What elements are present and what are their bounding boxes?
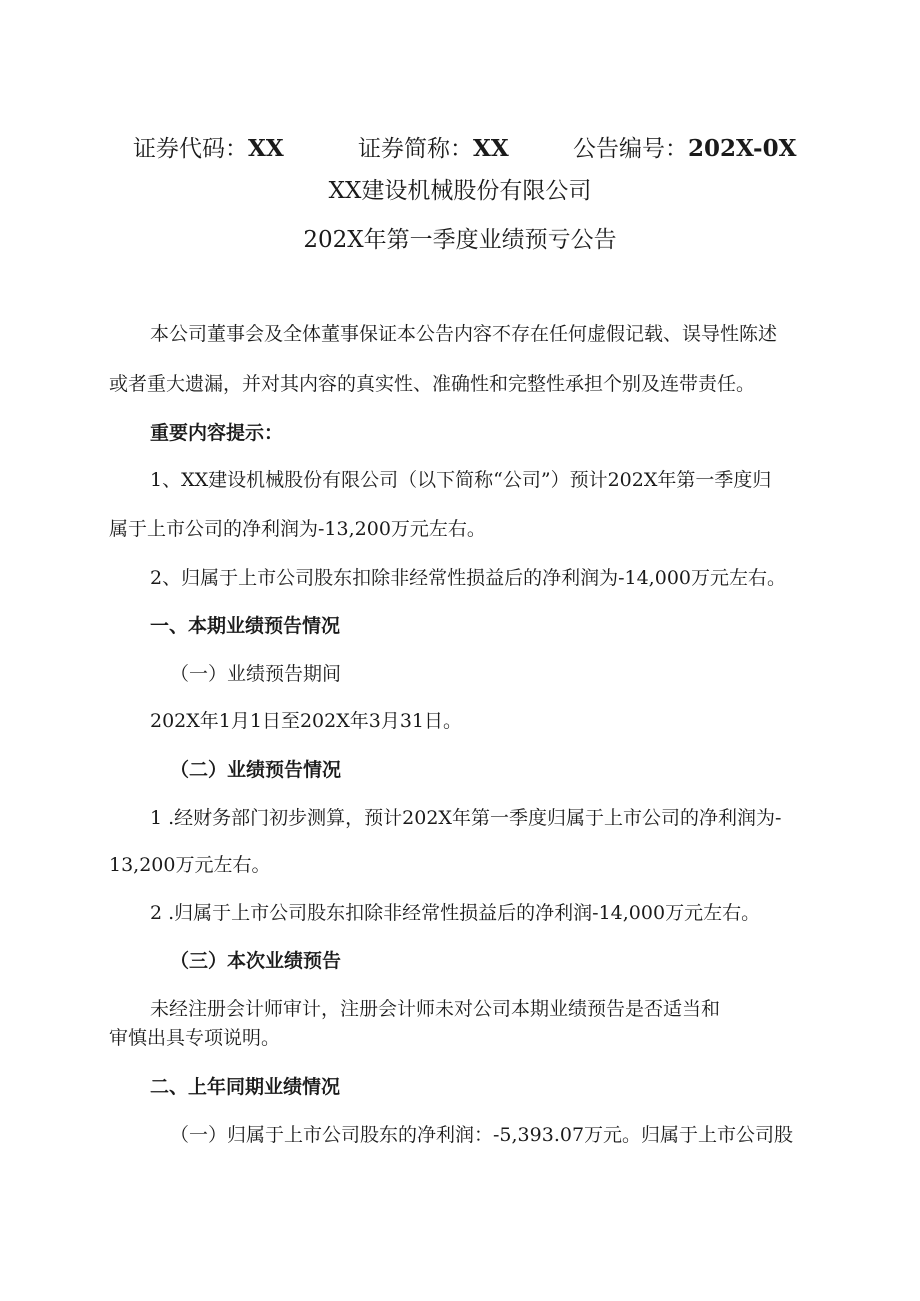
highlight-item-1-line-1: 1、XX建设机械股份有限公司（以下简称“公司”）预计202X年第一季度归 — [150, 469, 772, 491]
header-notice-number — [573, 134, 796, 164]
section-1-item-2: 2 .归属于上市公司股东扣除非经常性损益后的净利润-14,000万元左右。 — [150, 902, 761, 924]
header-security-short-name — [358, 134, 509, 164]
highlight-item-1-line-2: 属于上市公司的净利润为-13,200万元左右。 — [109, 518, 486, 540]
section-2-heading: 二、上年同期业绩情况 — [150, 1076, 341, 1098]
document-title: 202X年第一季度业绩预亏公告 — [303, 227, 617, 253]
company-name: XX建设机械股份有限公司 — [328, 178, 592, 204]
header-security-code — [133, 134, 284, 164]
section-1-item-1-line-2: 13,200万元左右。 — [109, 854, 271, 876]
section-1-sub-1-heading: （一）业绩预告期间 — [170, 663, 342, 685]
section-2-sub-1-line-1: （一）归属于上市公司股东的净利润：-5,393.07万元。归属于上市公司股 — [170, 1124, 794, 1146]
section-1-sub-2-heading: （二）业绩预告情况 — [170, 759, 342, 781]
highlights-heading: 重要内容提示： — [150, 422, 284, 444]
declaration-line-2: 或者重大遗漏，并对其内容的真实性、准确性和完整性承担个别及连带责任。 — [109, 373, 756, 395]
section-1-heading: 一、本期业绩预告情况 — [150, 615, 341, 637]
section-1-sub-3-line-2: 审慎出具专项说明。 — [109, 1027, 281, 1049]
section-1-sub-3-line-1: 未经注册会计师审计，注册会计师未对公司本期业绩预告是否适当和 — [150, 998, 721, 1020]
declaration-line-1: 本公司董事会及全体董事保证本公告内容不存在任何虚假记载、误导性陈述 — [150, 323, 778, 345]
section-1-sub-1-text: 202X年1月1日至202X年3月31日。 — [150, 710, 463, 732]
section-1-item-1-line-1: 1 .经财务部门初步测算，预计202X年第一季度归属于上市公司的净利润为- — [150, 807, 782, 829]
notice-number-label: 公告编号： — [573, 136, 688, 162]
highlight-item-2: 2、归属于上市公司股东扣除非经常性损益后的净利润为-14,000万元左右。 — [150, 567, 786, 589]
security-code-label: 证券代码： — [133, 136, 248, 162]
section-1-sub-3-heading: （三）本次业绩预告 — [170, 950, 342, 972]
security-short-name-value: XX — [473, 135, 509, 162]
notice-number-value: 202X-0X — [688, 135, 797, 162]
security-code-value: XX — [248, 135, 284, 162]
security-short-name-label: 证券简称： — [358, 136, 473, 162]
